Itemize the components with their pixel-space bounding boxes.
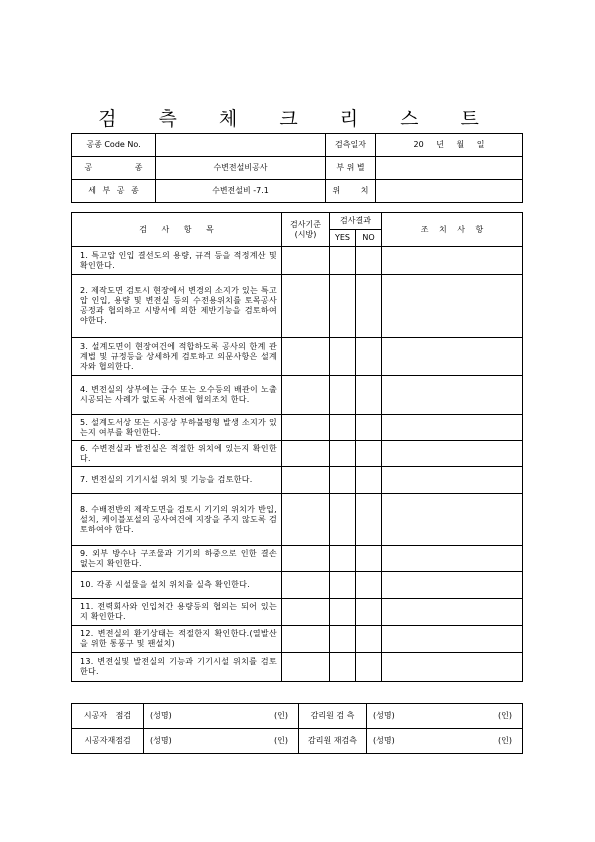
- item-text: 3. 설계도면이 현장여건에 적합하도록 공사의 한계 관계법 및 규정등을 상세하게 검토하고 의문사항은 설계자와 협의한다.: [72, 338, 282, 376]
- standard-cell[interactable]: [282, 653, 330, 682]
- seal-placeholder: (인): [274, 736, 288, 745]
- page-title: 검 측 체 크 리 스 트: [98, 108, 497, 130]
- name-placeholder: (성명): [150, 711, 172, 720]
- standard-cell[interactable]: [282, 494, 330, 546]
- inspection-items: [72, 247, 523, 682]
- yes-cell[interactable]: [330, 546, 356, 572]
- code-label: 공종 Code No.: [72, 134, 156, 157]
- no-cell[interactable]: [356, 376, 382, 415]
- col-no-header: NO: [356, 230, 382, 247]
- yes-cell[interactable]: [330, 441, 356, 467]
- item-text: 4. 변전실의 상부에는 급수 또는 오수등의 배관이 노출 시공되는 사례가 없도록 사전에 협의조치 한다.: [72, 376, 282, 415]
- detail-value[interactable]: 수변전설비 -7.1: [156, 180, 326, 203]
- supervisor-check-signature[interactable]: [367, 704, 523, 729]
- seal-placeholder: (인): [498, 711, 512, 720]
- type-value[interactable]: 수변전설비공사: [156, 157, 326, 180]
- action-cell[interactable]: [382, 546, 523, 572]
- seal-placeholder: (인): [498, 736, 512, 745]
- action-cell[interactable]: [382, 376, 523, 415]
- part-value[interactable]: [376, 157, 523, 180]
- item-text: 12. 변전실의 환기상태는 적절한지 확인한다.(열발산을 위한 통풍구 및 팬설치): [72, 626, 282, 653]
- standard-cell[interactable]: [282, 546, 330, 572]
- standard-cell[interactable]: [282, 338, 330, 376]
- header-table: [71, 133, 523, 203]
- location-value[interactable]: [376, 180, 523, 203]
- yes-cell[interactable]: [330, 376, 356, 415]
- contractor-recheck-label: 시공자재점검: [72, 729, 144, 754]
- detail-label: 세 부 공 종: [72, 180, 156, 203]
- item-text: 9. 외부 방수나 구조물과 기기의 하중으로 인한 결손 없는지 확인한다.: [72, 546, 282, 572]
- action-cell[interactable]: [382, 467, 523, 494]
- location-label: 위 치: [326, 180, 376, 203]
- no-cell[interactable]: [356, 546, 382, 572]
- col-action-header: 조 치 사 항: [382, 213, 523, 247]
- date-value[interactable]: 20 년 월 일: [376, 134, 523, 157]
- action-cell[interactable]: [382, 494, 523, 546]
- standard-cell[interactable]: [282, 626, 330, 653]
- action-cell[interactable]: [382, 415, 523, 441]
- action-cell[interactable]: [382, 275, 523, 338]
- signature-table: [71, 703, 523, 754]
- item-text: 5. 설계도서상 또는 시공상 부하불평형 발생 소지가 있는지 여부를 확인한다.: [72, 415, 282, 441]
- yes-cell[interactable]: [330, 467, 356, 494]
- item-text: 10. 각종 시설물을 설치 위치를 실측 확인한다.: [72, 572, 282, 599]
- yes-cell[interactable]: [330, 599, 356, 626]
- no-cell[interactable]: [356, 338, 382, 376]
- action-cell[interactable]: [382, 599, 523, 626]
- part-label: 부 위 별: [326, 157, 376, 180]
- standard-cell[interactable]: [282, 467, 330, 494]
- yes-cell[interactable]: [330, 338, 356, 376]
- supervisor-recheck-signature[interactable]: [367, 729, 523, 754]
- yes-cell[interactable]: [330, 275, 356, 338]
- no-cell[interactable]: [356, 415, 382, 441]
- item-text: 1. 특고압 인입 결선도의 용량, 규격 등을 적정계산 및 확인한다.: [72, 247, 282, 275]
- no-cell[interactable]: [356, 599, 382, 626]
- item-text: 11. 전력회사와 인입처간 용량등의 협의는 되어 있는지 확인한다.: [72, 599, 282, 626]
- no-cell[interactable]: [356, 494, 382, 546]
- no-cell[interactable]: [356, 275, 382, 338]
- action-cell[interactable]: [382, 653, 523, 682]
- supervisor-recheck-label: 감리원 재검측: [299, 729, 367, 754]
- yes-cell[interactable]: [330, 415, 356, 441]
- standard-cell[interactable]: [282, 572, 330, 599]
- col-result-header: 검사결과: [330, 213, 382, 230]
- standard-cell[interactable]: [282, 275, 330, 338]
- contractor-recheck-signature[interactable]: [144, 729, 299, 754]
- col-yes-header: YES: [330, 230, 356, 247]
- standard-cell[interactable]: [282, 599, 330, 626]
- no-cell[interactable]: [356, 572, 382, 599]
- name-placeholder: (성명): [373, 711, 395, 720]
- seal-placeholder: (인): [274, 711, 288, 720]
- col-standard-header: 검사기준 (시방): [282, 213, 330, 247]
- no-cell[interactable]: [356, 467, 382, 494]
- action-cell[interactable]: [382, 626, 523, 653]
- supervisor-check-label: 감리원 검 측: [299, 704, 367, 729]
- contractor-check-label: 시공자 점검: [72, 704, 144, 729]
- item-text: 7. 변전실의 기기시설 위치 및 기능을 검토한다.: [72, 467, 282, 494]
- contractor-check-signature[interactable]: [144, 704, 299, 729]
- no-cell[interactable]: [356, 247, 382, 275]
- item-text: 8. 수배전반의 제작도면을 검토시 기기의 위치가 반입, 설치, 케이블포설의 공사여건에 지장을 주지 않도록 검토하여야 한다.: [72, 494, 282, 546]
- inspection-table: [71, 212, 523, 682]
- no-cell[interactable]: [356, 441, 382, 467]
- yes-cell[interactable]: [330, 626, 356, 653]
- item-text: 6. 수변전실과 발전실은 적절한 위치에 있는지 확인한다.: [72, 441, 282, 467]
- standard-cell[interactable]: [282, 441, 330, 467]
- yes-cell[interactable]: [330, 653, 356, 682]
- item-text: 13. 변전실및 발전실의 기능과 기기시설 위치를 검토한다.: [72, 653, 282, 682]
- standard-cell[interactable]: [282, 247, 330, 275]
- code-value[interactable]: [156, 134, 326, 157]
- name-placeholder: (성명): [150, 736, 172, 745]
- item-text: 2. 제작도면 검토시 현장에서 변경의 소지가 있는 특고압 인입, 용량 및 변전실 등의 수전용위치를 토목공사 공정과 협의하고 시방서에 의한 제반기능을 검토하여야한다.: [72, 275, 282, 338]
- standard-cell[interactable]: [282, 415, 330, 441]
- no-cell[interactable]: [356, 626, 382, 653]
- no-cell[interactable]: [356, 653, 382, 682]
- type-label: 공 종: [72, 157, 156, 180]
- date-label: 검측일자: [326, 134, 376, 157]
- action-cell[interactable]: [382, 572, 523, 599]
- standard-cell[interactable]: [282, 376, 330, 415]
- action-cell[interactable]: [382, 338, 523, 376]
- action-cell[interactable]: [382, 247, 523, 275]
- yes-cell[interactable]: [330, 247, 356, 275]
- col-items-header: 검 사 항 목: [72, 213, 282, 247]
- name-placeholder: (성명): [373, 736, 395, 745]
- action-cell[interactable]: [382, 441, 523, 467]
- yes-cell[interactable]: [330, 572, 356, 599]
- yes-cell[interactable]: [330, 494, 356, 546]
